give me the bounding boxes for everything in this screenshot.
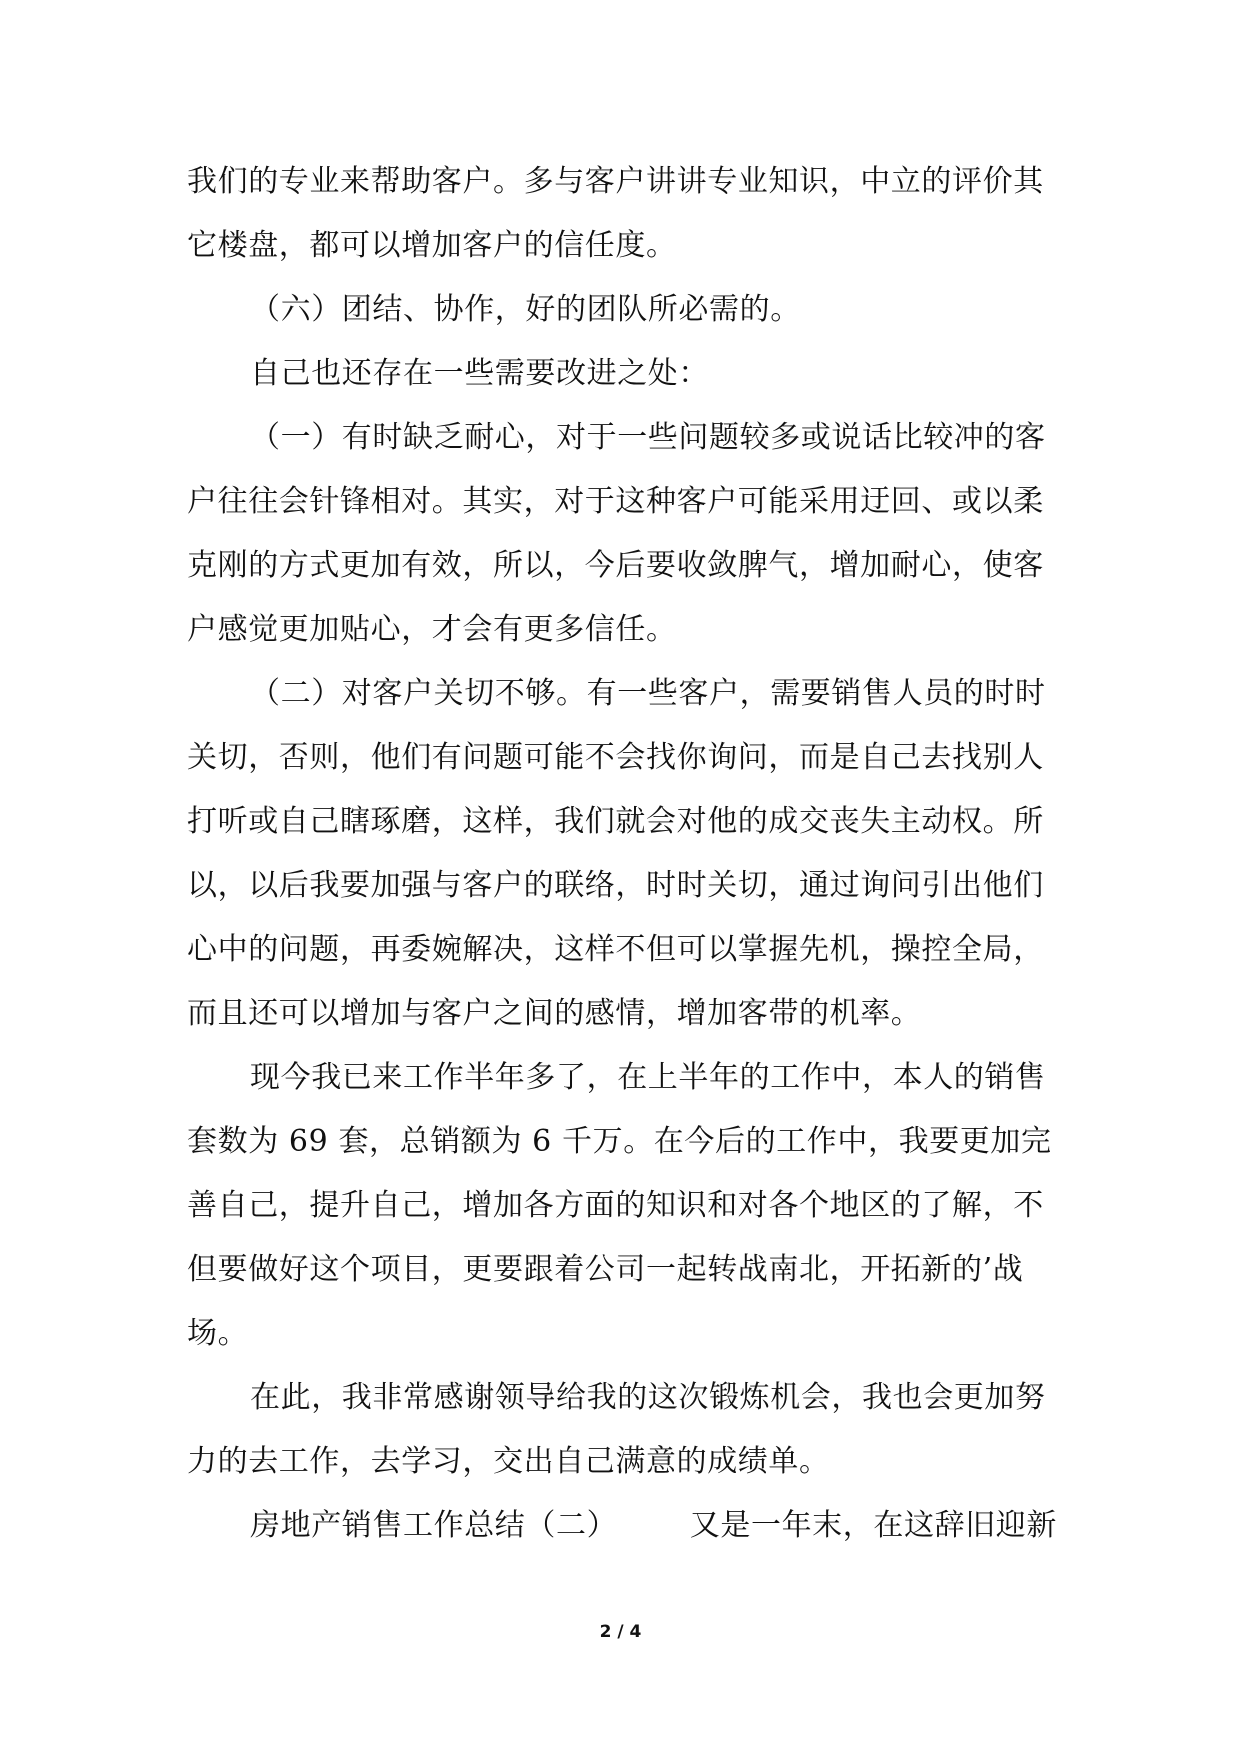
text-line: 场。 [187,1316,249,1351]
text-line: 户感觉更加贴心，才会有更多信任。 [187,612,677,647]
text-line: 善自己，提升自己，增加各方面的知识和对各个地区的了解，不 [187,1188,1044,1223]
text-line: 户往往会针锋相对。其实，对于这种客户可能采用迂回、或以柔 [187,484,1044,519]
heading-continuation-text: 又是一年末，在这辞旧迎新 [689,1508,1057,1543]
text-line: 力的去工作，去学习，交出自己满意的成绩单。 [187,1444,830,1479]
text-line: 关切，否则，他们有问题可能不会找你询问，而是自己去找别人 [187,740,1044,775]
text-line: （六）团结、协作，好的团队所必需的。 [250,292,801,327]
section-heading-line [187,1494,1057,1558]
text-line: （一）有时缺乏耐心，对于一些问题较多或说话比较冲的客 [250,420,1046,455]
page-number: 2 / 4 [599,1622,642,1642]
text-line: 套数为 69 套，总销额为 6 千万。在今后的工作中，我要更加完 [187,1124,1052,1159]
text-line: 克刚的方式更加有效，所以，今后要收敛脾气，增加耐心，使客 [187,548,1044,583]
text-line: 自己也还存在一些需要改进之处： [250,356,709,391]
document-body [187,150,1057,1558]
text-line: 打听或自己瞎琢磨，这样，我们就会对他的成交丧失主动权。所 [187,804,1044,839]
text-line: 在此，我非常感谢领导给我的这次锻炼机会，我也会更加努 [250,1380,1046,1415]
text-line: （二）对客户关切不够。有一些客户，需要销售人员的时时 [250,676,1046,711]
text-line: 它楼盘，都可以增加客户的信任度。 [187,228,677,263]
text-line: 我们的专业来帮助客户。多与客户讲讲专业知识，中立的评价其 [187,164,1044,199]
text-line: 心中的问题，再委婉解决，这样不但可以掌握先机，操控全局， [187,932,1044,967]
text-line: 现今我已来工作半年多了，在上半年的工作中，本人的销售 [250,1060,1046,1095]
text-line: 但要做好这个项目，更要跟着公司一起转战南北，开拓新的’战 [187,1252,1024,1287]
text-line: 以，以后我要加强与客户的联络，时时关切，通过询问引出他们 [187,868,1044,903]
section-heading: 房地产销售工作总结（二） [250,1508,618,1543]
text-line: 而且还可以增加与客户之间的感情，增加客带的机率。 [187,996,922,1031]
